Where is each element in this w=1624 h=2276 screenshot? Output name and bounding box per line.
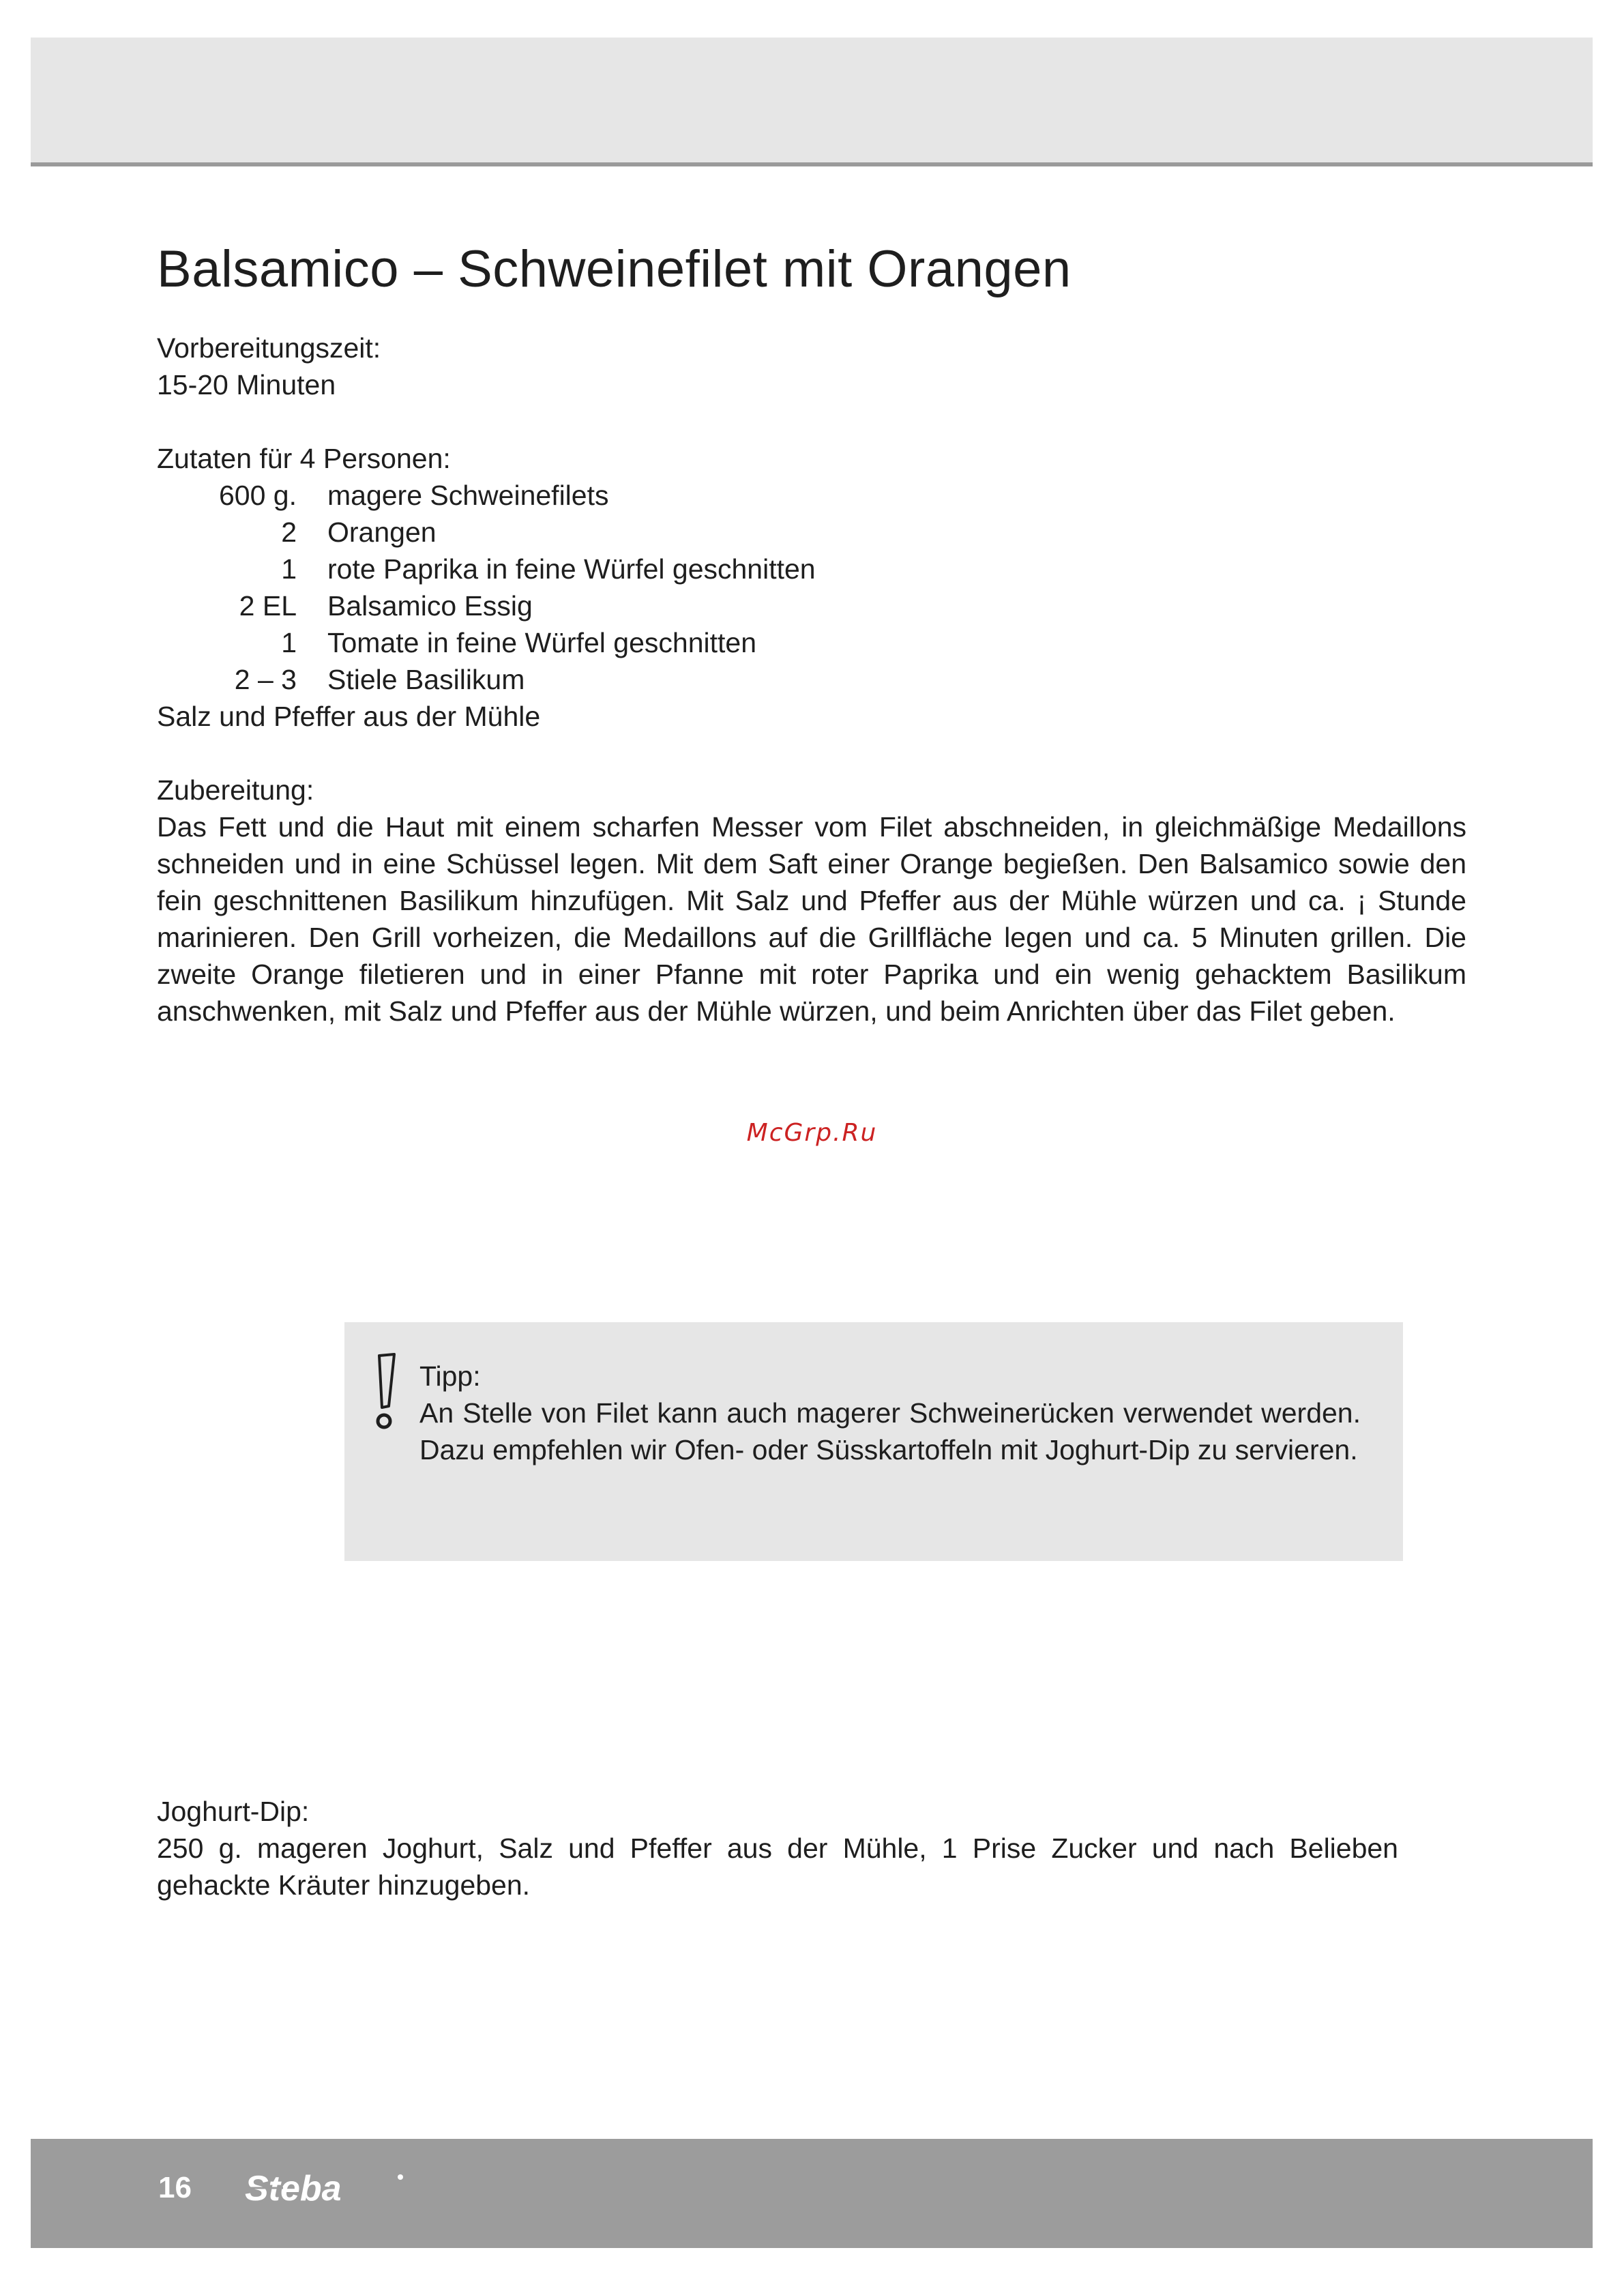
tip-text: An Stelle von Filet kann auch magerer Schweinerücken verwendet werden. Dazu empfehlen wir Ofen- oder Süsskartoffeln mit Joghurt-Dip zu servieren. (419, 1397, 1361, 1465)
ingredients-label: Zutaten für 4 Personen: (157, 443, 451, 474)
ingredient-name: rote Paprika in feine Würfel geschnitten (327, 553, 816, 585)
recipe-title: Balsamico – Schweinefilet mit Orangen (157, 240, 1072, 298)
prep-time-label: Vorbereitungszeit: (157, 332, 381, 364)
tip-box (344, 1322, 1403, 1561)
recipe-content (157, 235, 1466, 1030)
ingredient-item (157, 587, 1466, 624)
prep-time-section (157, 330, 1466, 403)
preparation-text: Das Fett und die Haut mit einem scharfen Messer vom Filet abschneiden, in gleichmäßige Medaillons schneiden und in eine Schüssel legen. Mit dem Saft einer Orange begießen. Den Balsamico sowie den fein geschnittenen Basilikum hinzufügen. Mit Salz und Pfeffer aus der Mühle würzen und ca. ¡ Stunde marinieren. Den Grill vorheizen, die Medaillons auf die Grillfläche legen und ca. 5 Minuten grillen. Die zweite Orange filetieren und in einer Pfanne mit roter Paprika und ein wenig gehacktem Basilikum anschwenken, mit Salz und Pfeffer aus der Mühle würzen, und beim Anrichten über das Filet geben. (157, 811, 1466, 1027)
preparation-section (157, 772, 1466, 1030)
ingredient-qty: 600 g. (219, 480, 297, 511)
ingredient-item (157, 477, 1466, 514)
ingredients-list (157, 477, 1466, 698)
dip-section (157, 1793, 1398, 1903)
dip-text: 250 g. mageren Joghurt, Salz und Pfeffer aus der Mühle, 1 Prise Zucker und nach Belieben gehackte Kräuter hinzugeben. (157, 1833, 1398, 1901)
preparation-label: Zubereitung: (157, 774, 314, 806)
watermark: McGrp.Ru (746, 1119, 878, 1147)
ingredient-item (157, 514, 1466, 551)
svg-text:Steba: Steba (245, 2169, 342, 2208)
tip-content (419, 1358, 1361, 1468)
steba-logo (242, 2168, 413, 2215)
ingredient-name: Stiele Basilikum (327, 664, 525, 695)
ingredient-item (157, 551, 1466, 587)
ingredient-qty: 1 (281, 627, 297, 658)
ingredient-name: Tomate in feine Würfel geschnitten (327, 627, 756, 658)
ingredient-item (157, 661, 1466, 698)
ingredients-section (157, 440, 1466, 735)
ingredient-name: magere Schweinefilets (327, 480, 609, 511)
ingredients-extra: Salz und Pfeffer aus der Mühle (157, 701, 541, 732)
tip-label: Tipp: (419, 1360, 481, 1392)
prep-time-value: 15-20 Minuten (157, 369, 336, 400)
ingredient-name: Orangen (327, 516, 437, 548)
ingredient-qty: 2 EL (239, 590, 297, 622)
ingredient-qty: 1 (281, 553, 297, 585)
page-number: 16 (158, 2171, 192, 2204)
header-band (31, 38, 1593, 166)
exclamation-icon (374, 1353, 401, 1431)
ingredient-item (157, 624, 1466, 661)
ingredient-name: Balsamico Essig (327, 590, 533, 622)
ingredient-qty: 2 (281, 516, 297, 548)
dip-label: Joghurt-Dip: (157, 1796, 310, 1827)
ingredient-qty: 2 – 3 (234, 664, 297, 695)
footer-band (31, 2139, 1593, 2248)
